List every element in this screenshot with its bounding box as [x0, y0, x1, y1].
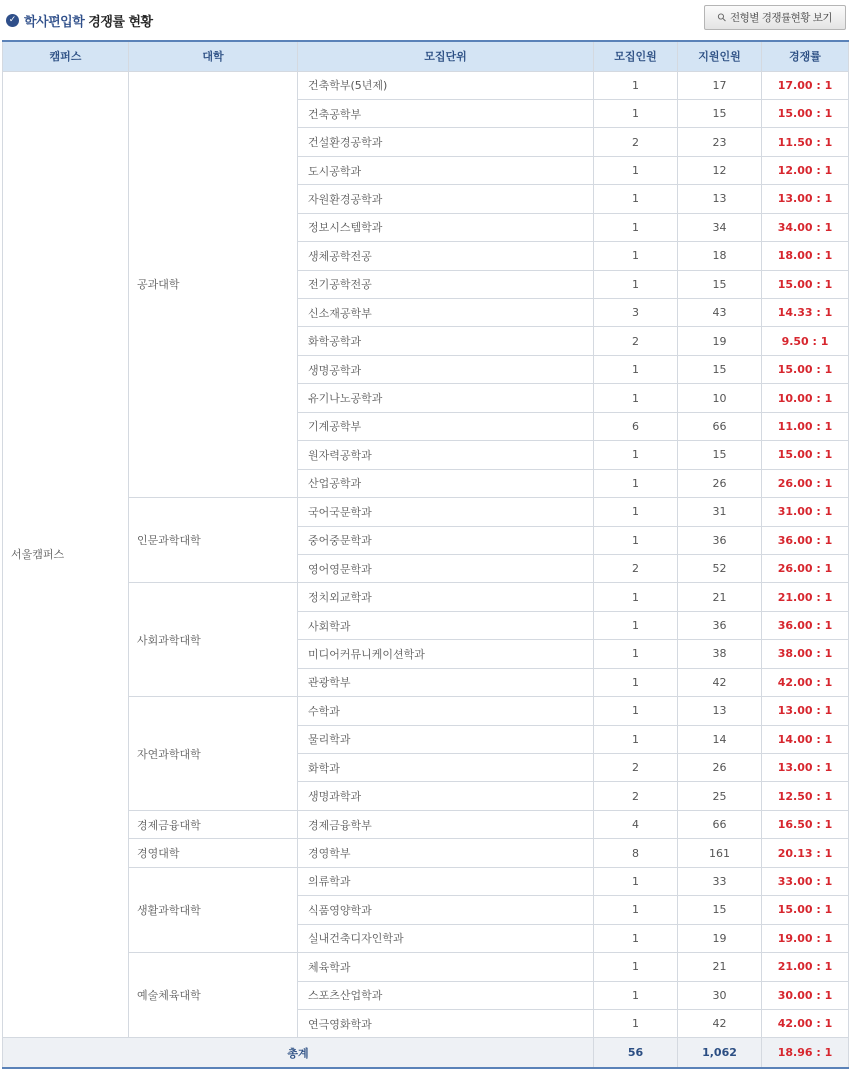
col-header-quota: 모집인원 — [594, 41, 678, 71]
ratio-cell: 9.50 : 1 — [762, 327, 849, 355]
unit-cell: 중어중문학과 — [298, 526, 594, 554]
competition-table — [2, 40, 849, 1069]
ratio-cell: 19.00 : 1 — [762, 924, 849, 952]
unit-cell: 건축학부(5년제) — [298, 71, 594, 99]
quota-cell: 1 — [594, 583, 678, 611]
total-quota: 56 — [594, 1038, 678, 1068]
unit-cell: 화학과 — [298, 754, 594, 782]
unit-cell: 화학공학과 — [298, 327, 594, 355]
quota-cell: 1 — [594, 611, 678, 639]
quota-cell: 1 — [594, 185, 678, 213]
unit-cell: 도시공학과 — [298, 156, 594, 184]
quota-cell: 1 — [594, 896, 678, 924]
quota-cell: 1 — [594, 99, 678, 127]
applicants-cell: 161 — [678, 839, 762, 867]
table-row — [3, 697, 849, 725]
quota-cell: 2 — [594, 327, 678, 355]
quota-cell: 1 — [594, 981, 678, 1009]
quota-cell: 1 — [594, 725, 678, 753]
unit-cell: 기계공학부 — [298, 412, 594, 440]
unit-cell: 경영학부 — [298, 839, 594, 867]
college-cell: 공과대학 — [129, 71, 298, 498]
unit-cell: 연극영화학과 — [298, 1009, 594, 1037]
unit-cell: 실내건축디자인학과 — [298, 924, 594, 952]
table-row — [3, 498, 849, 526]
total-applicants: 1,062 — [678, 1038, 762, 1068]
applicants-cell: 23 — [678, 128, 762, 156]
unit-cell: 경제금융학부 — [298, 810, 594, 838]
college-cell: 경제금융대학 — [129, 810, 298, 838]
applicants-cell: 36 — [678, 526, 762, 554]
applicants-cell: 42 — [678, 668, 762, 696]
quota-cell: 1 — [594, 953, 678, 981]
ratio-cell: 11.50 : 1 — [762, 128, 849, 156]
ratio-cell: 36.00 : 1 — [762, 526, 849, 554]
college-cell: 사회과학대학 — [129, 583, 298, 697]
table-row — [3, 867, 849, 895]
ratio-cell: 20.13 : 1 — [762, 839, 849, 867]
unit-cell: 체육학과 — [298, 953, 594, 981]
ratio-cell: 38.00 : 1 — [762, 640, 849, 668]
unit-cell: 생명과학과 — [298, 782, 594, 810]
col-header-college: 대학 — [129, 41, 298, 71]
applicants-cell: 15 — [678, 896, 762, 924]
unit-cell: 유기나노공학과 — [298, 384, 594, 412]
applicants-cell: 18 — [678, 242, 762, 270]
unit-cell: 국어국문학과 — [298, 498, 594, 526]
applicants-cell: 12 — [678, 156, 762, 184]
unit-cell: 전기공학전공 — [298, 270, 594, 298]
applicants-cell: 19 — [678, 327, 762, 355]
unit-cell: 자원환경공학과 — [298, 185, 594, 213]
quota-cell: 1 — [594, 668, 678, 696]
quota-cell: 1 — [594, 156, 678, 184]
unit-cell: 산업공학과 — [298, 469, 594, 497]
search-icon: ⚲ — [714, 10, 730, 25]
ratio-cell: 10.00 : 1 — [762, 384, 849, 412]
applicants-cell: 42 — [678, 1009, 762, 1037]
ratio-cell: 15.00 : 1 — [762, 270, 849, 298]
unit-cell: 생체공학전공 — [298, 242, 594, 270]
view-by-type-label: 전형별 경쟁률현황 보기 — [729, 12, 833, 24]
unit-cell: 건설환경공학과 — [298, 128, 594, 156]
applicants-cell: 25 — [678, 782, 762, 810]
ratio-cell: 34.00 : 1 — [762, 213, 849, 241]
ratio-cell: 30.00 : 1 — [762, 981, 849, 1009]
ratio-cell: 33.00 : 1 — [762, 867, 849, 895]
quota-cell: 1 — [594, 469, 678, 497]
applicants-cell: 66 — [678, 810, 762, 838]
ratio-cell: 31.00 : 1 — [762, 498, 849, 526]
quota-cell: 1 — [594, 640, 678, 668]
title-rest: 경쟁률 현황 — [88, 14, 153, 30]
quota-cell: 1 — [594, 867, 678, 895]
quota-cell: 1 — [594, 526, 678, 554]
applicants-cell: 30 — [678, 981, 762, 1009]
ratio-cell: 18.00 : 1 — [762, 242, 849, 270]
ratio-cell: 21.00 : 1 — [762, 953, 849, 981]
table-row — [3, 810, 849, 838]
unit-cell: 수학과 — [298, 697, 594, 725]
ratio-cell: 16.50 : 1 — [762, 810, 849, 838]
check-circle-icon: ✓ — [6, 14, 19, 27]
quota-cell: 1 — [594, 697, 678, 725]
section-title — [6, 10, 153, 30]
ratio-cell: 13.00 : 1 — [762, 185, 849, 213]
quota-cell: 1 — [594, 924, 678, 952]
ratio-cell: 42.00 : 1 — [762, 1009, 849, 1037]
quota-cell: 2 — [594, 754, 678, 782]
total-row — [3, 1038, 849, 1068]
quota-cell: 6 — [594, 412, 678, 440]
quota-cell: 4 — [594, 810, 678, 838]
college-cell: 경영대학 — [129, 839, 298, 867]
quota-cell: 1 — [594, 1009, 678, 1037]
ratio-cell: 42.00 : 1 — [762, 668, 849, 696]
applicants-cell: 66 — [678, 412, 762, 440]
total-label: 총계 — [3, 1038, 594, 1068]
applicants-cell: 26 — [678, 469, 762, 497]
ratio-cell: 15.00 : 1 — [762, 99, 849, 127]
title-accent: 학사편입학 — [24, 14, 85, 30]
applicants-cell: 33 — [678, 867, 762, 895]
applicants-cell: 38 — [678, 640, 762, 668]
applicants-cell: 52 — [678, 554, 762, 582]
applicants-cell: 19 — [678, 924, 762, 952]
unit-cell: 미디어커뮤니케이션학과 — [298, 640, 594, 668]
unit-cell: 건축공학부 — [298, 99, 594, 127]
applicants-cell: 10 — [678, 384, 762, 412]
quota-cell: 2 — [594, 128, 678, 156]
col-header-ratio: 경쟁률 — [762, 41, 849, 71]
applicants-cell: 15 — [678, 355, 762, 383]
unit-cell: 정치외교학과 — [298, 583, 594, 611]
applicants-cell: 43 — [678, 299, 762, 327]
applicants-cell: 15 — [678, 270, 762, 298]
ratio-cell: 13.00 : 1 — [762, 754, 849, 782]
table-row — [3, 839, 849, 867]
quota-cell: 2 — [594, 782, 678, 810]
applicants-cell: 26 — [678, 754, 762, 782]
ratio-cell: 13.00 : 1 — [762, 697, 849, 725]
applicants-cell: 17 — [678, 71, 762, 99]
applicants-cell: 13 — [678, 185, 762, 213]
applicants-cell: 36 — [678, 611, 762, 639]
view-by-type-button[interactable] — [704, 5, 846, 30]
table-row — [3, 583, 849, 611]
quota-cell: 1 — [594, 384, 678, 412]
quota-cell: 1 — [594, 242, 678, 270]
table-header-row — [3, 41, 849, 71]
unit-cell: 사회학과 — [298, 611, 594, 639]
applicants-cell: 14 — [678, 725, 762, 753]
unit-cell: 의류학과 — [298, 867, 594, 895]
ratio-cell: 15.00 : 1 — [762, 355, 849, 383]
ratio-cell: 14.33 : 1 — [762, 299, 849, 327]
ratio-cell: 36.00 : 1 — [762, 611, 849, 639]
applicants-cell: 13 — [678, 697, 762, 725]
quota-cell: 3 — [594, 299, 678, 327]
unit-cell: 생명공학과 — [298, 355, 594, 383]
quota-cell: 1 — [594, 71, 678, 99]
ratio-cell: 14.00 : 1 — [762, 725, 849, 753]
unit-cell: 영어영문학과 — [298, 554, 594, 582]
ratio-cell: 21.00 : 1 — [762, 583, 849, 611]
quota-cell: 2 — [594, 554, 678, 582]
ratio-cell: 17.00 : 1 — [762, 71, 849, 99]
quota-cell: 8 — [594, 839, 678, 867]
ratio-cell: 12.50 : 1 — [762, 782, 849, 810]
college-cell: 인문과학대학 — [129, 498, 298, 583]
col-header-campus: 캠퍼스 — [3, 41, 129, 71]
ratio-cell: 26.00 : 1 — [762, 469, 849, 497]
unit-cell: 신소재공학부 — [298, 299, 594, 327]
college-cell: 자연과학대학 — [129, 697, 298, 811]
applicants-cell: 15 — [678, 99, 762, 127]
quota-cell: 1 — [594, 498, 678, 526]
unit-cell: 물리학과 — [298, 725, 594, 753]
table-body — [3, 71, 849, 1038]
applicants-cell: 34 — [678, 213, 762, 241]
ratio-cell: 15.00 : 1 — [762, 441, 849, 469]
ratio-cell: 26.00 : 1 — [762, 554, 849, 582]
quota-cell: 1 — [594, 213, 678, 241]
applicants-cell: 15 — [678, 441, 762, 469]
table-row — [3, 953, 849, 981]
quota-cell: 1 — [594, 270, 678, 298]
unit-cell: 식품영양학과 — [298, 896, 594, 924]
ratio-cell: 12.00 : 1 — [762, 156, 849, 184]
ratio-cell: 15.00 : 1 — [762, 896, 849, 924]
page-header — [0, 0, 852, 40]
applicants-cell: 31 — [678, 498, 762, 526]
table-row — [3, 71, 849, 99]
quota-cell: 1 — [594, 355, 678, 383]
col-header-unit: 모집단위 — [298, 41, 594, 71]
unit-cell: 관광학부 — [298, 668, 594, 696]
unit-cell: 스포츠산업학과 — [298, 981, 594, 1009]
college-cell: 생활과학대학 — [129, 867, 298, 952]
quota-cell: 1 — [594, 441, 678, 469]
unit-cell: 정보시스템학과 — [298, 213, 594, 241]
total-ratio: 18.96 : 1 — [762, 1038, 849, 1068]
col-header-applicants: 지원인원 — [678, 41, 762, 71]
applicants-cell: 21 — [678, 583, 762, 611]
ratio-cell: 11.00 : 1 — [762, 412, 849, 440]
unit-cell: 원자력공학과 — [298, 441, 594, 469]
college-cell: 예술체육대학 — [129, 953, 298, 1038]
campus-cell: 서울캠퍼스 — [3, 71, 129, 1038]
applicants-cell: 21 — [678, 953, 762, 981]
